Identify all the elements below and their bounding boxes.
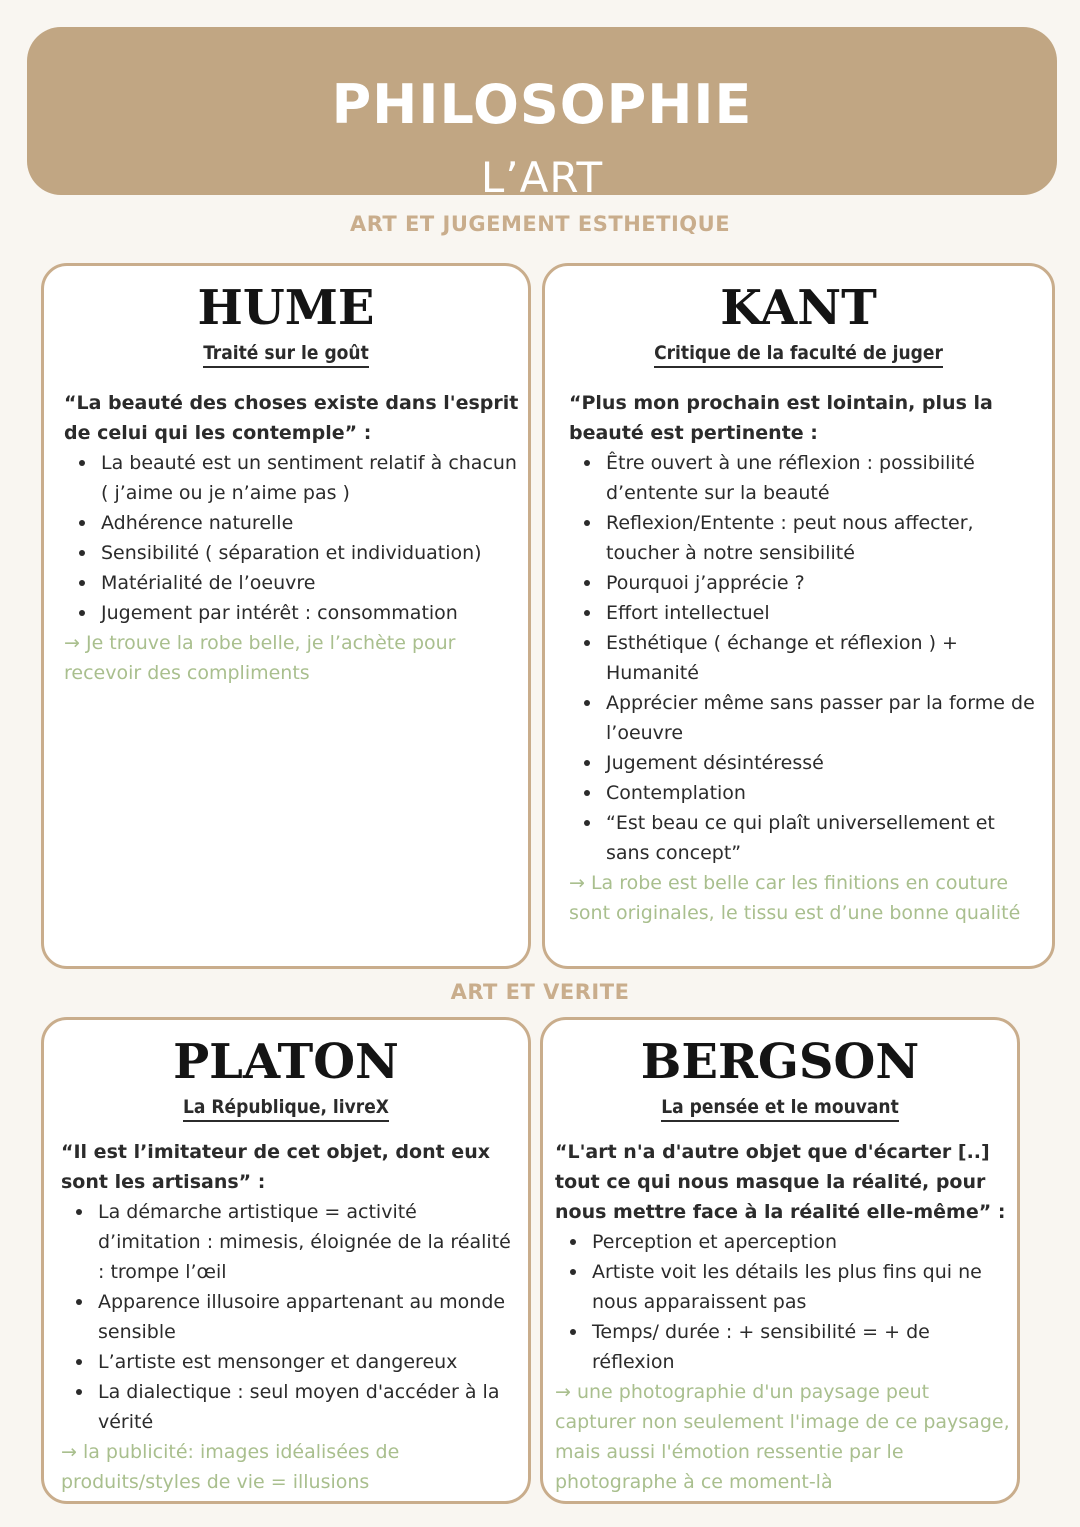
list-item: Apprécier même sans passer par la forme de l’oeuvre — [569, 688, 1039, 748]
card-body — [569, 388, 1039, 928]
work-title — [44, 342, 528, 364]
work-title-text: La République, livreX — [183, 1096, 389, 1122]
list-item: La démarche artistique = activité d’imitation : mimesis, éloignée de la réalité : trompe l’œil — [61, 1197, 523, 1287]
list-item: Être ouvert à une réflexion : possibilité d’entente sur la beauté — [569, 448, 1039, 508]
list-item: La beauté est un sentiment relatif à chacun ( j’aime ou je n’aime pas ) — [64, 448, 524, 508]
work-title-text: Critique de la faculté de juger — [654, 342, 943, 368]
philosopher-name: KANT — [720, 280, 877, 336]
card-body — [61, 1137, 523, 1497]
list-item: Perception et aperception — [555, 1227, 1011, 1257]
bullet-list — [569, 448, 1039, 868]
list-item: Matérialité de l’oeuvre — [64, 568, 524, 598]
card-kant — [542, 263, 1055, 969]
list-item: Reflexion/Entente : peut nous affecter, toucher à notre sensibilité — [569, 508, 1039, 568]
header-banner — [27, 27, 1057, 202]
page-title: PHILOSOPHIE — [331, 73, 753, 136]
card-body — [64, 388, 524, 688]
quote: “Il est l’imitateur de cet objet, dont eux sont les artisans” : — [61, 1141, 490, 1193]
example-text: → La robe est belle car les finitions en couture sont originales, le tissu est d’une bonne qualité — [569, 872, 1021, 924]
bullet-list — [555, 1227, 1011, 1377]
card-hume — [41, 263, 531, 969]
example-text: → Je trouve la robe belle, je l’achète pour recevoir des compliments — [64, 632, 456, 684]
philosopher-name: PLATON — [173, 1034, 399, 1090]
card-body — [555, 1137, 1011, 1497]
page-subtitle: L’ART — [480, 153, 604, 202]
work-title-text: La pensée et le mouvant — [661, 1096, 899, 1122]
section-title-verite: ART ET VERITE — [450, 980, 630, 1004]
list-item: Apparence illusoire appartenant au monde sensible — [61, 1287, 523, 1347]
list-item: “Est beau ce qui plaît universellement et sans concept” — [569, 808, 1039, 868]
quote: “Plus mon prochain est lointain, plus la beauté est pertinente : — [569, 392, 993, 444]
quote: “L'art n'a d'autre objet que d'écarter [..] tout ce qui nous masque la réalité, pour nous mettre face à la réalité elle-même” : — [555, 1141, 1006, 1223]
list-item: La dialectique : seul moyen d'accéder à la vérité — [61, 1377, 523, 1437]
list-item: Artiste voit les détails les plus fins qui ne nous apparaissent pas — [555, 1257, 1011, 1317]
list-item: Jugement désintéressé — [569, 748, 1039, 778]
list-item: Sensibilité ( séparation et individuation) — [64, 538, 524, 568]
bullet-list — [64, 448, 524, 628]
list-item: L’artiste est mensonger et dangereux — [61, 1347, 523, 1377]
list-item: Adhérence naturelle — [64, 508, 524, 538]
list-item: Esthétique ( échange et réflexion ) + Humanité — [569, 628, 1039, 688]
philosopher-name: HUME — [197, 280, 375, 336]
card-bergson — [540, 1017, 1020, 1504]
philosopher-name: BERGSON — [640, 1034, 920, 1090]
list-item: Jugement par intérêt : consommation — [64, 598, 524, 628]
work-title — [543, 1096, 1017, 1118]
section-title-esthetique: ART ET JUGEMENT ESTHETIQUE — [349, 212, 731, 236]
list-item: Effort intellectuel — [569, 598, 1039, 628]
list-item: Temps/ durée : + sensibilité = + de réflexion — [555, 1317, 1011, 1377]
example-text: → une photographie d'un paysage peut capturer non seulement l'image de ce paysage, mais aussi l'émotion ressentie par le photographe à ce moment-là — [555, 1381, 1010, 1493]
example-text: → la publicité: images idéalisées de produits/styles de vie = illusions — [61, 1441, 400, 1493]
quote: “La beauté des choses existe dans l'esprit de celui qui les contemple” : — [64, 392, 519, 444]
work-title-text: Traité sur le goût — [203, 342, 369, 368]
card-platon — [41, 1017, 531, 1504]
work-title — [545, 342, 1052, 364]
bullet-list — [61, 1197, 523, 1437]
list-item: Contemplation — [569, 778, 1039, 808]
work-title — [44, 1096, 528, 1118]
list-item: Pourquoi j’apprécie ? — [569, 568, 1039, 598]
